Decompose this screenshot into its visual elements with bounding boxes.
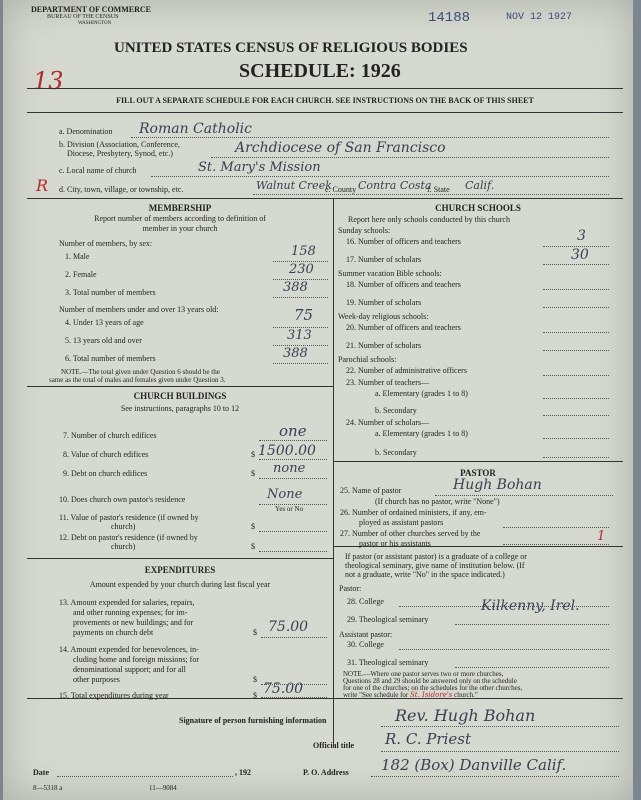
residence-debt-label-2: church): [111, 542, 136, 551]
schools-heading: CHURCH SCHOOLS: [435, 203, 521, 213]
form-number: 8—5318 a: [33, 784, 63, 792]
expenditures-heading: EXPENDITURES: [144, 565, 216, 575]
benevolences-label-1: 14. Amount expended for benevolences, in-: [59, 645, 199, 654]
members-by-age-label: Number of members under and over 13 years old:: [59, 305, 219, 314]
edifice-debt-label: 9. Debt on church edifices: [63, 469, 148, 478]
membership-note-1: NOTE.—The total given under Question 6 should be the: [61, 368, 220, 376]
parochial-schools-label: Parochial schools:: [338, 355, 397, 364]
sunday-scholars-label: 17. Number of scholars: [346, 255, 422, 264]
running-expenses-label-2: and other running expenses; for im-: [73, 608, 188, 617]
handwritten-13: 13: [33, 67, 64, 95]
receipt-stamp-number: 14188: [428, 10, 471, 26]
over-13-label: 5. 13 years old and over: [65, 336, 142, 345]
assistant-seminary-label: 31. Theological seminary: [347, 658, 429, 667]
parochial-teachers-label: 23. Number of teachers—: [346, 378, 430, 387]
official-title-value: R. C. Priest: [385, 730, 471, 748]
pastor-note-2: Questions 28 and 29 should be answered only on the schedule: [343, 677, 517, 685]
membership-intro-2: member in your church: [142, 224, 218, 233]
sunday-schools-label: Sunday schools:: [338, 226, 391, 235]
sunday-teachers-label: 16. Number of officers and teachers: [346, 237, 461, 246]
official-title-label: Official title: [313, 741, 355, 750]
denomination-label: a. Denomination: [59, 127, 113, 136]
vacation-scholars-label: 19. Number of scholars: [346, 298, 422, 307]
weekday-scholars-label: 21. Number of scholars: [346, 341, 422, 350]
state-value: Calif.: [465, 179, 495, 192]
pastor-seminary-label: 29. Theological seminary: [347, 615, 429, 624]
pastor-college-label: 28. College: [347, 597, 384, 606]
date-label: Date: [33, 768, 49, 777]
schools-intro: Report here only schools conducted by this church: [348, 215, 510, 224]
members-by-sex-label: Number of members, by sex:: [59, 239, 153, 248]
benevolences-label-4: other purposes: [73, 675, 120, 684]
pastor-name-label: 25. Name of pastor: [340, 486, 402, 495]
parochial-officers-label: 22. Number of administrative officers: [346, 366, 467, 375]
total-expenditures-dollar: $: [253, 691, 257, 700]
pastor-education-label: Pastor:: [339, 584, 362, 593]
running-expenses-value: 75.00: [268, 619, 309, 635]
local-name-label: c. Local name of church: [59, 166, 137, 175]
under-13-value: 75: [294, 306, 314, 324]
residence-debt-dollar: $: [251, 542, 255, 551]
over-13-value: 313: [287, 328, 312, 343]
pastor-seminary-value: Kilkenny, Irel.: [481, 598, 580, 614]
residence-value-dollar: $: [251, 522, 255, 531]
print-number: 11—9084: [149, 784, 177, 792]
other-churches-label-1: 27. Number of other churches served by the: [340, 529, 481, 538]
residence-value-label-1: 11. Value of pastor's residence (if owned by: [59, 513, 199, 522]
parochial-teachers-secondary-label: b. Secondary: [375, 406, 417, 415]
fill-instruction: FILL OUT A SEPARATE SCHEDULE FOR EACH CHURCH. SEE INSTRUCTIONS ON THE BACK OF THIS SHEET: [116, 96, 534, 105]
female-label: 2. Female: [65, 270, 97, 279]
signature-value: Rev. Hugh Bohan: [395, 706, 536, 725]
parochial-scholars-label: 24. Number of scholars—: [346, 418, 430, 427]
weekday-teachers-label: 20. Number of officers and teachers: [346, 323, 461, 332]
receipt-stamp-date: NOV 12 1927: [506, 12, 573, 23]
assistant-ministers-label-1: 26. Number of ordained ministers, if any, em-: [340, 508, 487, 517]
parochial-scholars-secondary-label: b. Secondary: [375, 448, 417, 457]
edifice-debt-dollar: $: [251, 469, 255, 478]
pastor-name-value: Hugh Bohan: [453, 477, 542, 493]
membership-intro-1: Report number of members according to definition of: [94, 214, 266, 223]
residence-value-label-2: church): [111, 522, 136, 531]
benevolences-label-3: denominational support; and for all: [73, 665, 186, 674]
residence-owned-label: 10. Does church own pastor's residence: [59, 495, 186, 504]
male-label: 1. Male: [65, 252, 90, 261]
other-churches-value: 1: [597, 529, 606, 544]
total-expenditures-value: 75.00: [263, 681, 304, 697]
other-churches-label-2: pastor or his assistants: [359, 539, 431, 548]
pastor-note-4-start: write "See schedule for: [343, 691, 409, 699]
pastor-note-1: NOTE.—Where one pastor serves two or more churches,: [343, 670, 504, 678]
signature-label: Signature of person furnishing information: [179, 716, 327, 725]
date-year: , 192: [235, 768, 251, 777]
male-value: 158: [291, 244, 316, 259]
pastor-heading: PASTOR: [460, 468, 496, 478]
vacation-schools-label: Summer vacation Bible schools:: [338, 269, 442, 278]
parochial-teachers-elementary-label: a. Elementary (grades 1 to 8): [375, 389, 468, 398]
form-title: UNITED STATES CENSUS OF RELIGIOUS BODIES: [114, 40, 468, 56]
yes-no-hint: Yes or No: [275, 505, 304, 513]
running-expenses-dollar: $: [253, 628, 257, 637]
graduate-note-3: not a graduate, write "No" in the space indicated.): [345, 570, 505, 579]
under-13-label: 4. Under 13 years of age: [65, 318, 144, 327]
pastor-name-note: (If church has no pastor, write "None"): [375, 497, 500, 506]
edifice-value-label: 8. Value of church edifices: [63, 450, 149, 459]
vacation-teachers-label: 18. Number of officers and teachers: [346, 280, 461, 289]
po-address-value: 182 (Box) Danville Calif.: [381, 756, 567, 774]
handwritten-r: R: [36, 176, 49, 195]
city-heading: WASHINGTON: [78, 21, 112, 26]
pastor-note-4-end: church.": [454, 691, 478, 699]
assistant-ministers-label-2: ployed as assistant pastors: [359, 518, 444, 527]
assistant-education-label: Assistant pastor:: [339, 630, 393, 639]
denomination-value: Roman Catholic: [139, 121, 252, 137]
total-members-label: 3. Total number of members: [65, 288, 156, 297]
running-expenses-label-1: 13. Amount expended for salaries, repairs,: [59, 598, 195, 607]
dept-heading: DEPARTMENT OF COMMERCE: [31, 5, 152, 14]
graduate-note-1: If pastor (or assistant pastor) is a graduate of a college or: [345, 552, 527, 561]
residence-debt-label-1: 12. Debt on pastor's residence (if owned by: [59, 533, 198, 542]
sunday-scholars-value: 30: [571, 247, 589, 263]
city-label: d. City, town, village, or township, etc.: [59, 185, 184, 194]
female-value: 230: [289, 262, 314, 277]
running-expenses-label-3: provements or new buildings; and for: [73, 618, 194, 627]
residence-owned-value: None: [267, 487, 303, 502]
total-members-age-value: 388: [283, 346, 308, 361]
sunday-teachers-value: 3: [577, 228, 586, 244]
division-label-2: Diocese, Presbytery, Synod, etc.): [67, 149, 173, 158]
division-label-1: b. Division (Association, Conference,: [59, 140, 180, 149]
city-value: Walnut Creek: [256, 179, 332, 192]
benevolences-dollar: $: [253, 675, 257, 684]
edifices-value: one: [279, 422, 307, 440]
division-value: Archdiocese of San Francisco: [235, 140, 446, 156]
total-members-value: 388: [283, 280, 308, 295]
pastor-note-4-value: St. Isidore's: [410, 691, 453, 699]
edifice-value-value: 1500.00: [258, 443, 316, 459]
county-label: e. County: [325, 185, 357, 194]
po-address-label: P. O. Address: [303, 768, 349, 777]
edifice-debt-value: none: [273, 461, 306, 476]
form-schedule: SCHEDULE: 1926: [239, 60, 401, 82]
parochial-scholars-elementary-label: a. Elementary (grades 1 to 8): [375, 429, 468, 438]
census-schedule-sheet: [3, 0, 633, 800]
membership-heading: MEMBERSHIP: [148, 203, 212, 213]
expenditures-subheading: Amount expended by your church during last fiscal year: [89, 580, 271, 589]
pastor-note-3: for one of the churches; on the schedules for the other churches,: [343, 684, 523, 692]
running-expenses-label-4: payments on church debt: [73, 628, 154, 637]
buildings-subheading: See instructions, paragraphs 10 to 12: [120, 404, 240, 413]
bureau-heading: BUREAU OF THE CENSUS: [47, 14, 119, 20]
buildings-heading: CHURCH BUILDINGS: [133, 391, 227, 401]
weekday-schools-label: Week-day religious schools:: [338, 312, 429, 321]
county-value: Contra Costa: [358, 179, 432, 192]
state-label: f. State: [427, 185, 450, 194]
membership-note-2: same as the total of males and females given under Question 3.: [49, 376, 226, 384]
total-members-age-label: 6. Total number of members: [65, 354, 156, 363]
benevolences-label-2: cluding home and foreign missions; for: [73, 655, 199, 664]
total-expenditures-label: 15. Total expenditures during year: [59, 691, 169, 700]
edifices-label: 7. Number of church edifices: [63, 431, 157, 440]
pastor-note-4: [343, 691, 478, 699]
graduate-note-2: theological seminary, give name of institution below. (If: [345, 561, 525, 570]
edifice-value-dollar: $: [251, 450, 255, 459]
assistant-college-label: 30. College: [347, 640, 384, 649]
local-name-value: St. Mary's Mission: [198, 160, 321, 175]
